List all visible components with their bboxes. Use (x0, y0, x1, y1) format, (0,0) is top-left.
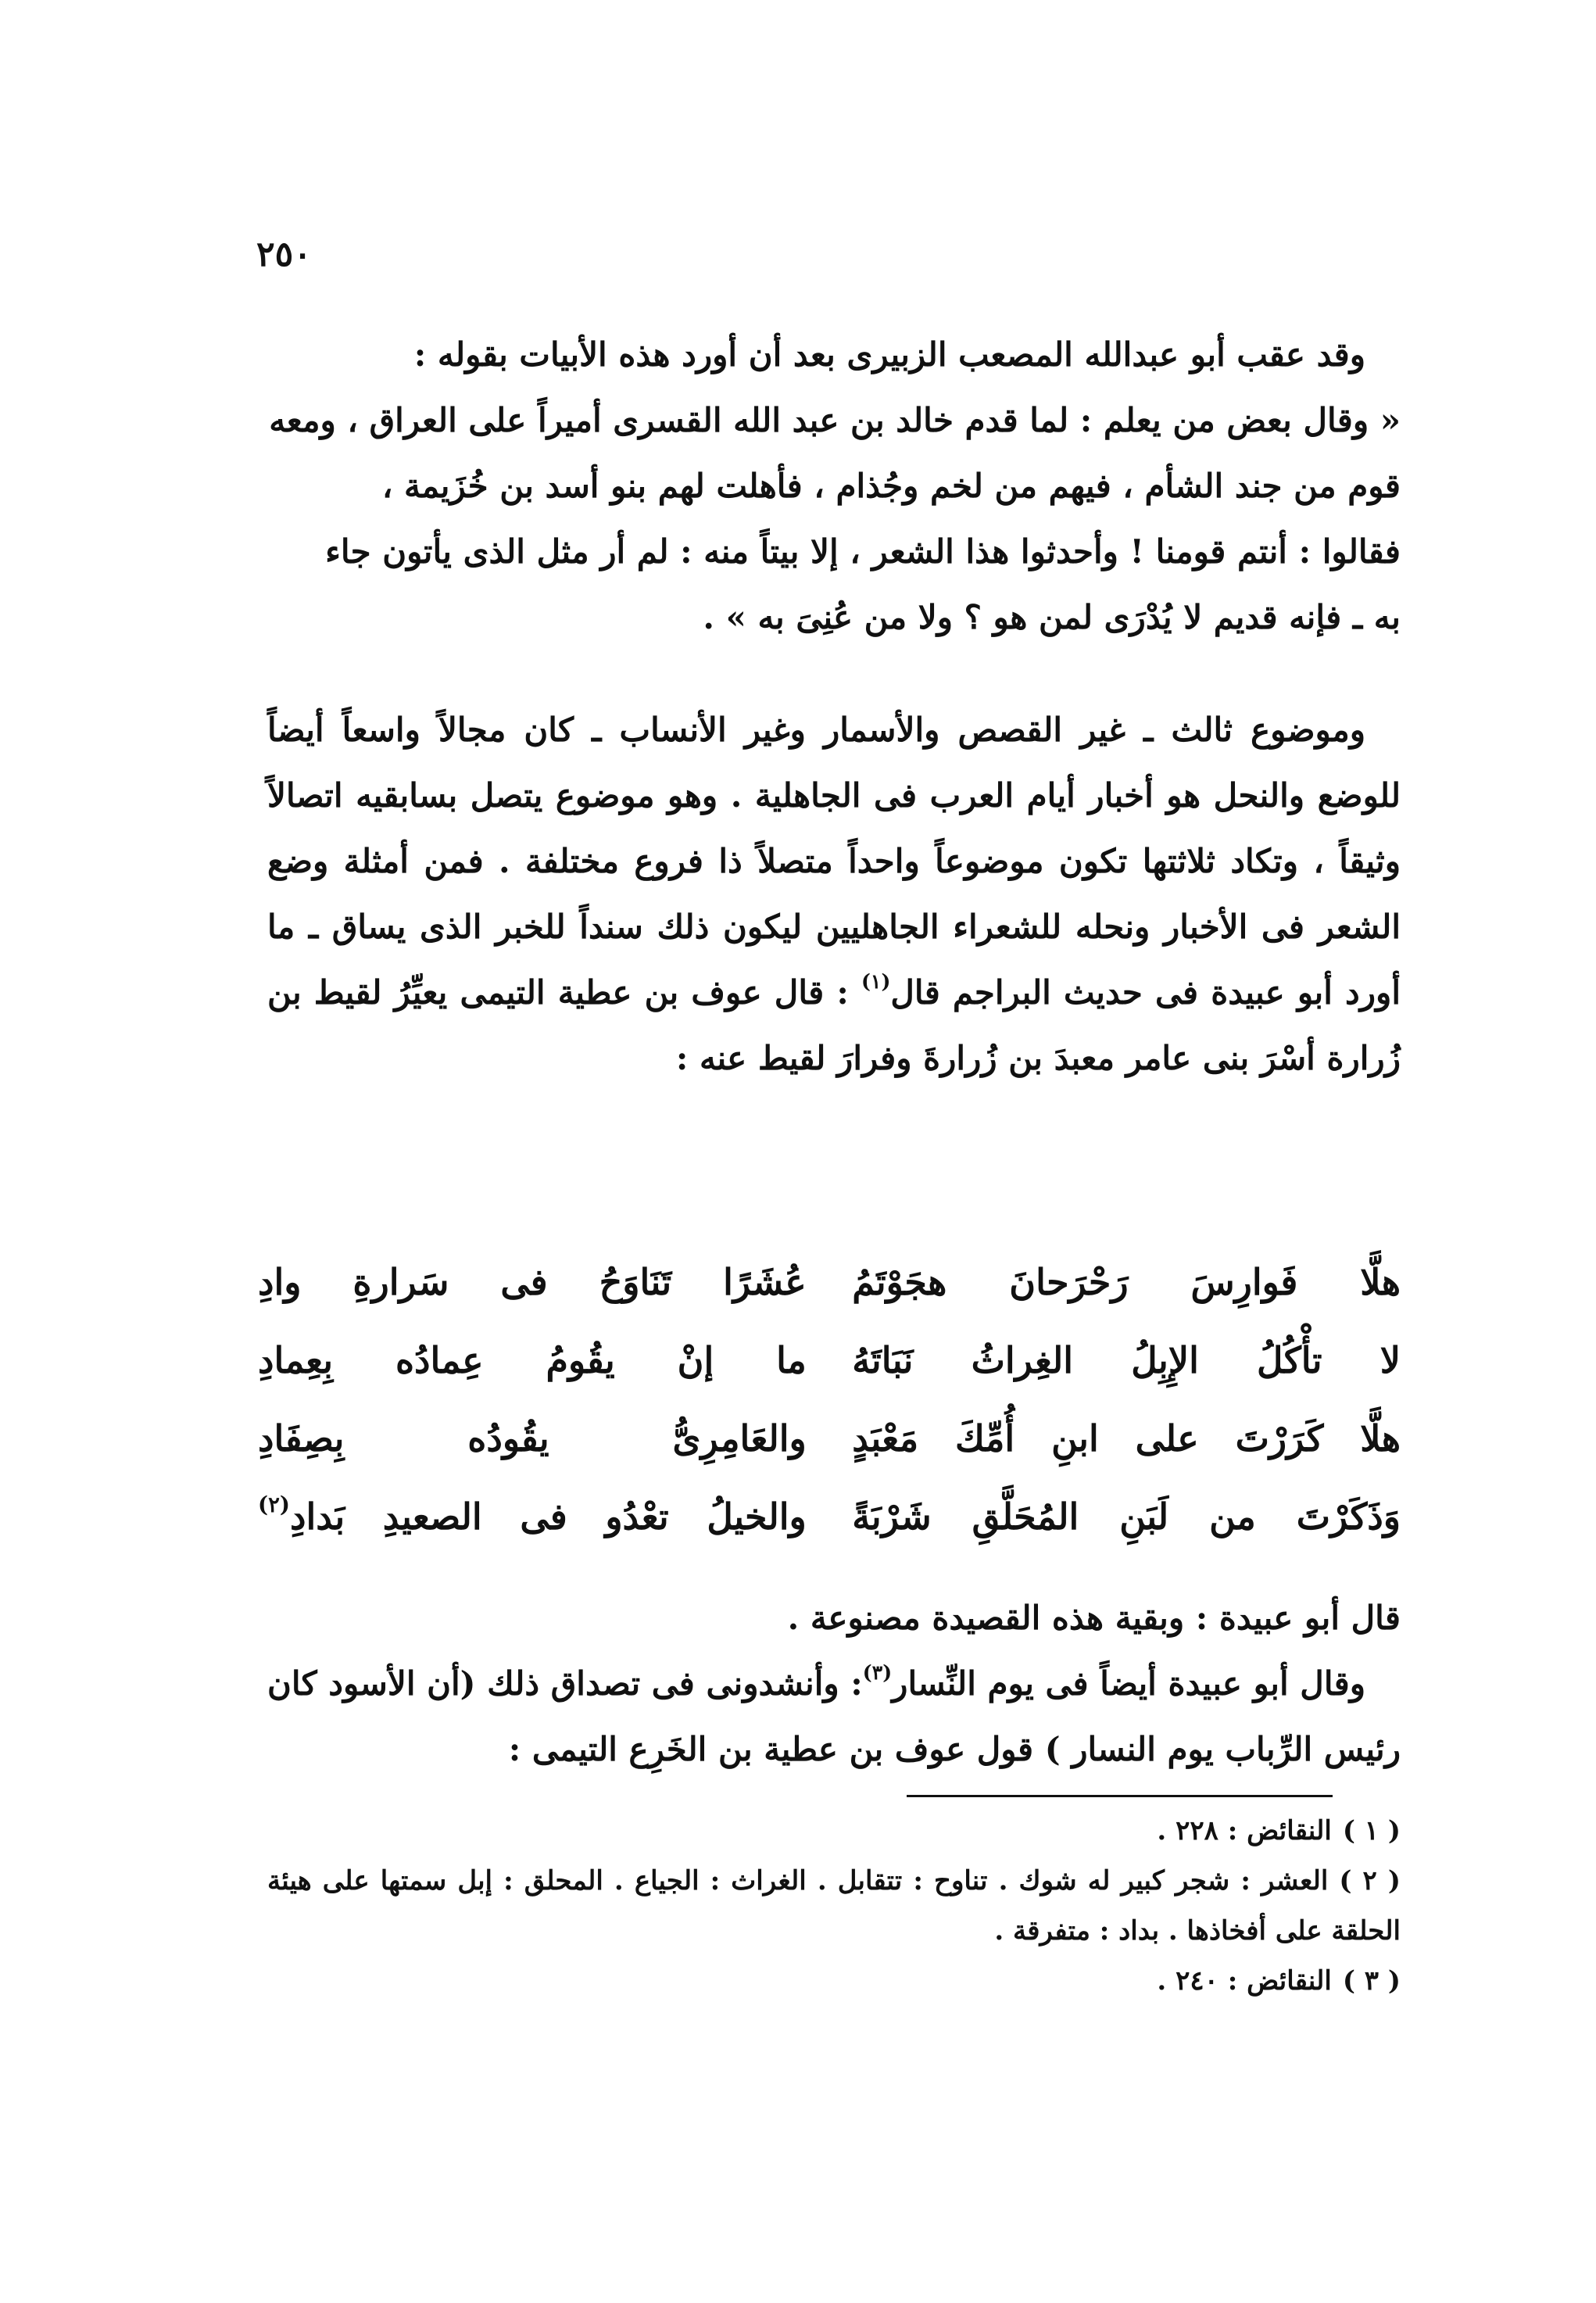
paragraph-1-line: به ـ فإنه قديم لا يُدْرَى لمن هو ؟ ولا من عُنِىَ به » . (703, 598, 1401, 636)
paragraph-3-line-2 (267, 1651, 1401, 1782)
footnote-3 (267, 1956, 1401, 2006)
verse-line (258, 1399, 1401, 1477)
paragraph-1-line: فقالوا : أنتم قومنا ! وأحدثوا هذا الشعر ، إلا بيتاً منه : لم أر مثل الذى يأتون جاء (325, 532, 1401, 571)
paragraph-1-line: « وقال بعض من يعلم : لما قدم خالد بن عبد الله القسرى أميراً على العراق ، ومعه (269, 401, 1401, 439)
footnote-text: النقائض : ٢٤٠ . (1157, 1965, 1332, 1997)
paragraph-2-text (267, 697, 1401, 1091)
paragraph-3-text-b: : وأنشدونى فى تصداق ذلك (أن الأسود كان رئيس الرِّباب يوم النسار ) قول عوف بن عطية بن الخَرِع التيمى : (267, 1664, 1401, 1768)
verse-first-hemistich: لا تأْكُلُ الإِبِلُ الغِراثُ نَبَاتَهُ (852, 1339, 1401, 1381)
page-number: ٢٥٠ (256, 235, 312, 274)
verse-first-hemistich: هلَّا كَرَرْتَ على ابنِ أُمِّكَ مَعْبَدٍ (852, 1417, 1401, 1460)
paragraph-3 (267, 1585, 1401, 1782)
footnote-ref-3: (٣) (862, 1660, 893, 1684)
footnote-number: ( ٣ ) (1342, 1965, 1401, 1997)
paragraph-1-line: قوم من جند الشأم ، فيهم من لخم وجُذام ، فأهلت لهم بنو أسد بن خُزَيمة ، (381, 467, 1401, 505)
verse-line (258, 1243, 1401, 1321)
paragraph-2-tail: : قال عوف بن عطية التيمى يعيِّرُ لقيط بن زُرارة أسْرَ بنى عامر معبدَ بن زُرارةَ وفرارَ لقيط عنه : (267, 973, 1401, 1077)
verse-second-hemistich: والعَامِرِىُّ يقُودُه بِصِفَادِ (258, 1417, 807, 1460)
footnote-text: العشر : شجر كبير له شوك . تناوح : تتقابل . الغراث : الجياع . المحلق : إبل سمتها على هيئة الحلقة على أفخاذها . بداد : متفرقة . (267, 1865, 1401, 1947)
footnote-divider (907, 1795, 1333, 1797)
verse-second-text: والخيلُ تعْدُو فى الصعيدِ بَدادِ (289, 1495, 807, 1538)
footnote-number: ( ٢ ) (1339, 1865, 1401, 1896)
verse-first-hemistich: هلَّا فَوارِسَ رَحْرَحانَ هجَوْتَمُ (852, 1261, 1401, 1303)
paragraph-2 (267, 697, 1401, 1091)
footnotes (267, 1806, 1401, 2006)
paragraph-3-line-1: قال أبو عبيدة : وبقية هذه القصيدة مصنوعة . (787, 1599, 1401, 1637)
paragraph-1 (267, 322, 1401, 650)
footnote-text: النقائض : ٢٢٨ . (1157, 1815, 1332, 1846)
paragraph-3-text-a: وقال أبو عبيدة أيضاً فى يوم النِّسار (892, 1664, 1365, 1703)
verse-line (258, 1321, 1401, 1399)
footnote-ref-1: (١) (861, 969, 891, 993)
verse-line (258, 1477, 1401, 1556)
footnote-2 (267, 1856, 1401, 1956)
verse-second-hemistich (258, 1491, 807, 1538)
paragraph-1-line: وقد عقب أبو عبدالله المصعب الزبيرى بعد أن أورد هذه الأبيات بقوله : (413, 335, 1365, 374)
verse-second-hemistich: ما إنْ يقُومُ عِمادُه بِعِمادِ (258, 1339, 807, 1381)
verse-first-hemistich: وَذَكَرْتَ من لَبَنِ المُحَلَّقِ شَرْبَةً (852, 1495, 1401, 1538)
verse-second-hemistich: عُشَرًا تَنَاوَحُ فى سَرارةِ وادِ (258, 1261, 807, 1303)
poem (258, 1243, 1401, 1556)
footnote-1 (267, 1806, 1401, 1856)
footnote-number: ( ١ ) (1342, 1815, 1401, 1846)
paragraph-2-body: وموضوع ثالث ـ غير القصص والأسمار وغير الأنساب ـ كان مجالاً واسعاً أيضاً للوضع والنحل هو أخبار أيام العرب فى الجاهلية . وهو موضوع يتصل بسابقيه اتصالاً وثيقاً ، وتكاد ثلاثتها تكون موضوعاً واحداً متصلاً ذا فروع مختلفة . فمن أمثلة وضع الشعر فى الأخبار ونحله للشعراء الجاهليين ليكون ذلك سنداً للخبر الذى يساق ـ ما أورد أبو عبيدة فى حديث البراجم قال (267, 711, 1401, 1012)
footnote-ref-2: (٢) (258, 1491, 290, 1517)
